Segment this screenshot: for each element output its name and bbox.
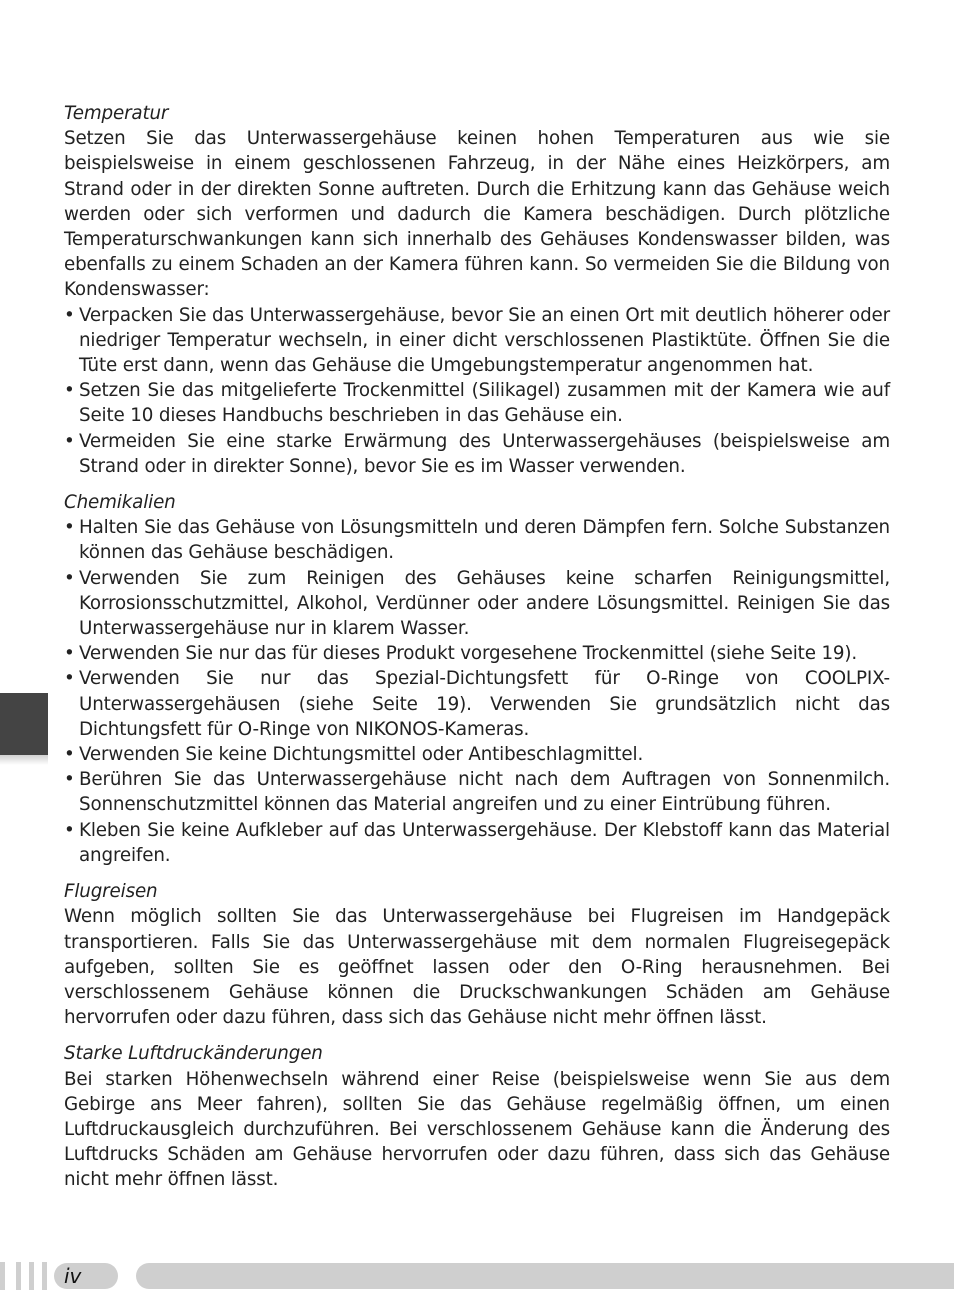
page-content xyxy=(64,101,890,1204)
bullet-list xyxy=(64,303,890,479)
footer-bar xyxy=(136,1263,954,1289)
section-paragraph: Wenn möglich sollten Sie das Unterwassergehäuse bei Flugreisen im Handgepäck transportieren. Falls Sie das Unterwassergehäuse mit dem normalen Flugreisegepäck aufgeben, sollten Sie es geöffnet lassen oder den O-Ring herausnehmen. Bei verschlossenem Gehäuse können die Druckschwankungen Schäden am Gehäuse hervorrufen oder dazu führen, dass sich das Gehäuse nicht mehr öffnen lässt. xyxy=(64,906,890,1029)
footer-stripe xyxy=(16,1262,21,1290)
page-number-pill xyxy=(54,1263,118,1289)
list-item: • Verwenden Sie zum Reinigen des Gehäuses keine scharfen Reinigungsmittel, Korrosionsschutzmittel, Alkohol, Verdünner oder andere Lösungsmittel. Reinigen Sie das Unterwassergehäuse nur in klarem Wasser. xyxy=(64,566,890,642)
section-temperatur xyxy=(64,101,890,479)
footer-stripe xyxy=(42,1262,47,1290)
list-item: • Vermeiden Sie eine starke Erwärmung des Unterwassergehäuses (beispielsweise am Strand oder in direkter Sonne), bevor Sie es im Wasser verwenden. xyxy=(64,429,890,479)
list-item: • Verwenden Sie keine Dichtungsmittel oder Antibeschlagmittel. xyxy=(64,742,890,767)
section-luftdruck xyxy=(64,1041,890,1192)
section-paragraph: Bei starken Höhenwechseln während einer Reise (beispielsweise wenn Sie aus dem Gebirge ans Meer fahren), sollten Sie das Gehäuse regelmäßig öffnen, um einen Luftdruckausgleich durchzuführen. Bei verschlossenem Gehäuse kann die Änderung des Luftdrucks Schäden am Gehäuse hervorrufen oder dazu führen, dass sich das Gehäuse nicht mehr öffnen lässt. xyxy=(64,1068,890,1191)
chapter-side-tab xyxy=(0,693,48,755)
footer-stripe xyxy=(0,1262,5,1290)
footer-stripe xyxy=(29,1262,34,1290)
bullet-list xyxy=(64,515,890,868)
list-item: • Verwenden Sie nur das für dieses Produkt vorgesehene Trockenmittel (siehe Seite 19). xyxy=(64,641,890,666)
list-item: • Berühren Sie das Unterwassergehäuse nicht nach dem Auftragen von Sonnenmilch. Sonnenschutzmittel können das Material angreifen und zu einer Eintrübung führen. xyxy=(64,767,890,817)
section-heading: Flugreisen xyxy=(64,881,158,903)
section-heading: Starke Luftdruckänderungen xyxy=(64,1043,323,1065)
section-paragraph: Setzen Sie das Unterwassergehäuse keinen hohen Temperaturen aus wie sie beispielsweise in einem geschlossenen Fahrzeug, in der Nähe eines Heizkörpers, am Strand oder in der direkten Sonne auftreten. Durch die Erhitzung kann das Gehäuse weich werden oder sich verformen und dadurch die Kamera beschädigen. Durch plötzliche Temperaturschwankungen kann sich innerhalb des Gehäuses Kondenswasser bilden, was ebenfalls zu einem Schaden an der Kamera führen kann. So vermeiden Sie die Bildung von Kondenswasser: xyxy=(64,128,890,301)
list-item: • Kleben Sie keine Aufkleber auf das Unterwassergehäuse. Der Klebstoff kann das Material angreifen. xyxy=(64,818,890,868)
section-flugreisen xyxy=(64,879,890,1030)
list-item: • Verpacken Sie das Unterwassergehäuse, bevor Sie an einen Ort mit deutlich höherer oder niedriger Temperatur wechseln, in einer dicht verschlossenen Plastiktüte. Öffnen Sie die Tüte erst dann, wenn das Gehäuse die Umgebungstemperatur angenommen hat. xyxy=(64,303,890,379)
list-item: • Halten Sie das Gehäuse von Lösungsmitteln und deren Dämpfen fern. Solche Substanzen können das Gehäuse beschädigen. xyxy=(64,515,890,565)
page-number: iv xyxy=(64,1264,82,1288)
section-heading: Chemikalien xyxy=(64,492,176,514)
page-footer xyxy=(0,1262,954,1290)
section-heading: Temperatur xyxy=(64,103,169,124)
section-chemikalien xyxy=(64,490,890,868)
list-item: • Verwenden Sie nur das Spezial-Dichtungsfett für O-Ringe von COOLPIX-Unterwassergehäusen (siehe Seite 19). Verwenden Sie grundsätzlich nicht das Dichtungsfett für O-Ringe von NIKONOS-Kameras. xyxy=(64,666,890,742)
list-item: • Setzen Sie das mitgelieferte Trockenmittel (Silikagel) zusammen mit der Kamera wie auf Seite 10 dieses Handbuchs beschrieben in das Gehäuse ein. xyxy=(64,378,890,428)
side-tab-shadow xyxy=(0,755,48,765)
